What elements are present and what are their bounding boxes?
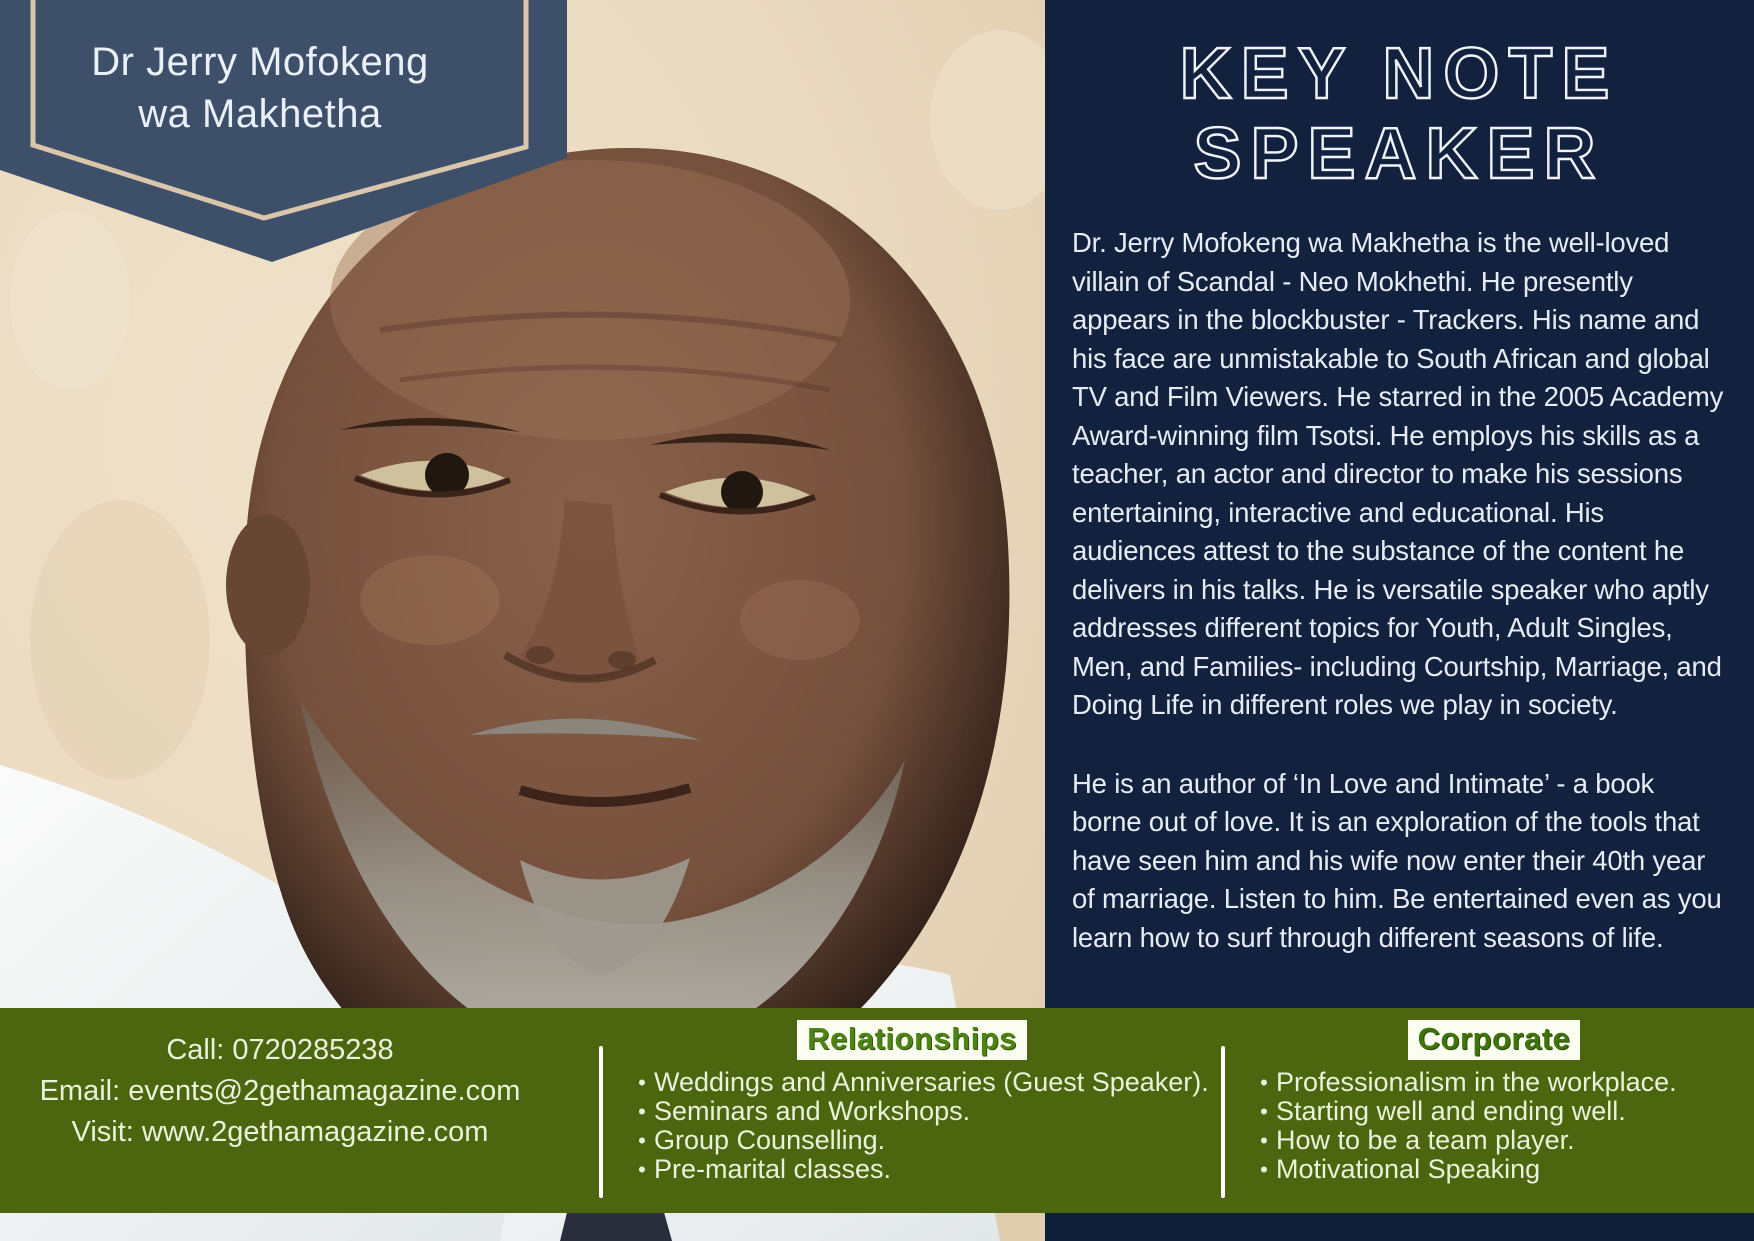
list-item-label: Seminars and Workshops. <box>654 1096 971 1126</box>
relationships-list <box>612 1068 1212 1184</box>
list-item-label: Motivational Speaking <box>1276 1154 1541 1184</box>
bullet-icon: • <box>638 1070 646 1095</box>
list-item <box>1252 1097 1754 1126</box>
corporate-heading: Corporate <box>1408 1020 1581 1060</box>
list-item-label: Group Counselling. <box>654 1125 886 1155</box>
list-item <box>630 1126 1212 1155</box>
bottom-navy-strip <box>1045 1213 1754 1241</box>
bio-paragraph-1: Dr. Jerry Mofokeng wa Makhetha is the well-loved villain of Scandal - Neo Mokhethi. He presently appears in the blockbuster - Trackers. His name and his face are unmistakable to South African and global TV and Film Viewers. He starred in the 2005 Academy Award-winning film Tsotsi. He employs his skills as a teacher, an actor and director to make his sessions entertaining, interactive and educational. His audiences attest to the substance of the content he delivers in his talks. He is versatile speaker who aptly addresses different topics for Youth, Adult Singles, Men, and Families- including Courtship, Marriage, and Doing Life in different roles we play in society. <box>1072 227 1724 720</box>
list-item <box>1252 1155 1754 1184</box>
bullet-icon: • <box>1260 1157 1268 1182</box>
list-item-label: How to be a team player. <box>1276 1125 1575 1155</box>
contact-phone: Call: 0720285238 <box>166 1034 394 1066</box>
corporate-heading-wrap <box>1234 1020 1754 1060</box>
speaker-name <box>0 36 520 140</box>
corporate-section <box>1234 1020 1754 1184</box>
keynote-title-line2: SPEAKER <box>1193 114 1605 194</box>
bullet-icon: • <box>638 1128 646 1153</box>
divider-line <box>599 1046 603 1198</box>
relationships-heading-wrap <box>612 1020 1212 1060</box>
list-item-label: Weddings and Anniversaries (Guest Speaker). <box>654 1067 1209 1097</box>
list-item <box>1252 1126 1754 1155</box>
bullet-icon: • <box>1260 1128 1268 1153</box>
bullet-icon: • <box>1260 1070 1268 1095</box>
contact-email: Email: events@2gethamagazine.com <box>39 1075 521 1107</box>
contact-info <box>0 1030 560 1153</box>
list-item <box>1252 1068 1754 1097</box>
keynote-title <box>1072 34 1726 194</box>
bullet-icon: • <box>638 1157 646 1182</box>
list-item <box>630 1068 1212 1097</box>
divider-line <box>1221 1046 1225 1198</box>
bullet-icon: • <box>638 1099 646 1124</box>
name-badge <box>0 0 570 310</box>
keynote-panel <box>1045 0 1754 1010</box>
footer-bar <box>0 1008 1754 1213</box>
keynote-title-line1: KEY NOTE <box>1179 34 1619 114</box>
relationships-section <box>612 1020 1212 1184</box>
list-item <box>630 1155 1212 1184</box>
contact-website: Visit: www.2gethamagazine.com <box>71 1116 489 1148</box>
list-item-label: Professionalism in the workplace. <box>1276 1067 1677 1097</box>
bullet-icon: • <box>1260 1099 1268 1124</box>
bio-paragraph-2: He is an author of ‘In Love and Intimate’ - a book borne out of love. It is an exploration of the tools that have seen him and his wife now enter their 40th year of marriage. Listen to him. Be entertained even as you learn how to surf through different seasons of life. <box>1072 767 1722 953</box>
list-item-label: Starting well and ending well. <box>1276 1096 1626 1126</box>
corporate-list <box>1234 1068 1754 1184</box>
relationships-heading: Relationships <box>797 1020 1027 1060</box>
speaker-name-line1: Dr Jerry Mofokeng <box>91 40 429 84</box>
speaker-name-line2: wa Makhetha <box>138 92 382 136</box>
list-item <box>630 1097 1212 1126</box>
list-item-label: Pre-marital classes. <box>654 1154 892 1184</box>
